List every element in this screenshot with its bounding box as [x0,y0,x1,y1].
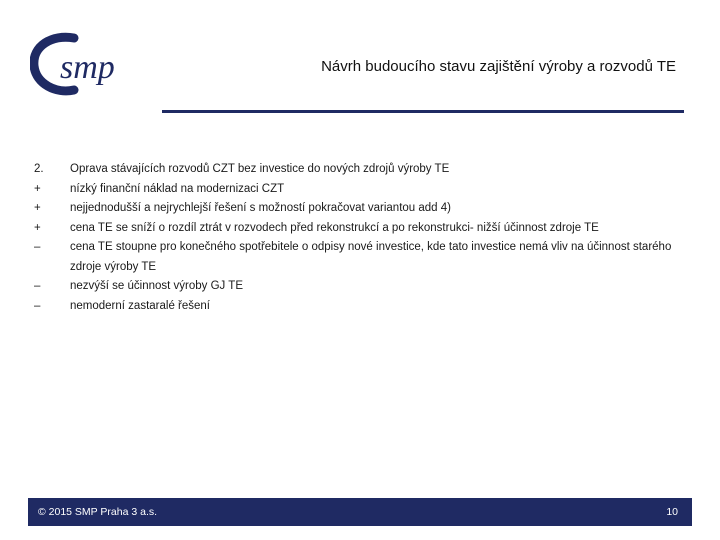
minus-marker: – [34,241,41,253]
list-item-heading [34,160,674,180]
slide-title: Návrh budoucího stavu zajištění výroby a rozvodů TE [321,58,676,75]
item-text: Oprava stávajících rozvodů CZT bez investice do nových zdrojů výroby TE [70,163,450,175]
list-item-con [34,277,674,297]
item-text: cena TE se sníží o rozdíl ztrát v rozvodech před rekonstrukcí a po rekonstrukci- nižší účinnost zdroje TE [70,221,599,234]
plus-marker: + [34,202,41,214]
list-item-pro [34,199,674,219]
copyright-text: © 2015 SMP Praha 3 a.s. [38,506,158,518]
item-text: nemoderní zastaralé řešení [70,299,210,312]
minus-marker: – [34,280,41,292]
company-logo [30,32,142,96]
plus-marker: + [34,182,41,195]
list-item-con [34,238,674,277]
item-text: nejjednodušší a nejrychlejší řešení s možností pokračovat variantou add 4) [70,202,451,214]
item-text: nezvýší se účinnost výroby GJ TE [70,280,243,292]
logo-wordmark: smp [60,49,115,86]
item-text: cena TE stoupne pro konečného spotřebitele o odpisy nové investice, kde tato investice nemá vliv na účinnost starého zdroje výroby TE [70,241,672,273]
minus-marker: – [34,299,41,312]
footer-bar [28,498,692,526]
item-text: nízký finanční náklad na modernizaci CZT [70,182,285,195]
plus-marker: + [34,221,41,234]
title-underline [162,110,684,113]
item-number: 2. [34,163,44,175]
list-item-pro [34,180,674,200]
list-item-pro [34,219,674,239]
bullet-list [34,160,674,316]
list-item-con [34,297,674,317]
smp-logo-icon [30,32,142,96]
page-number: 10 [666,506,678,518]
